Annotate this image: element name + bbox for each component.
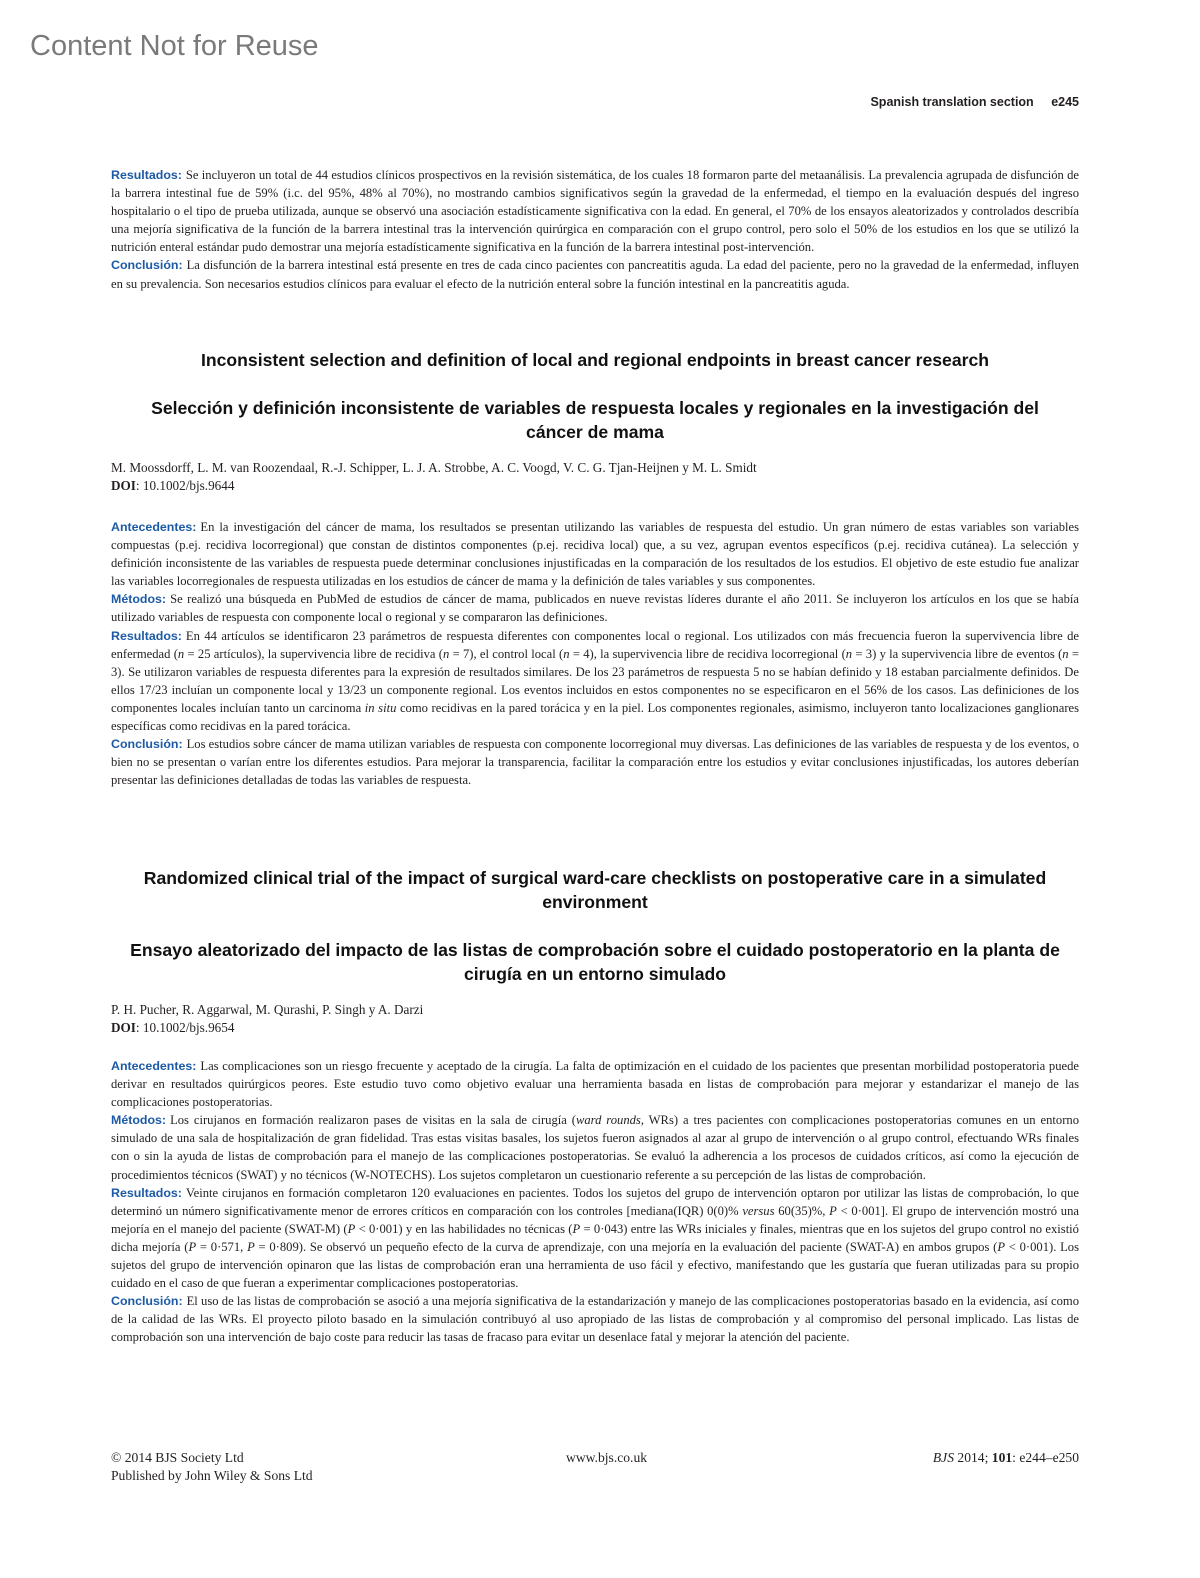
doi-value: : 10.1002/bjs.9654 [135,1020,235,1035]
authors: M. Moossdorff, L. M. van Roozendaal, R.-J. Schipper, L. J. A. Strobbe, A. C. Voogd, V. C. G. Tjan-Heijnen y M. L. Smidt [111,460,757,475]
doi-label: DOI [111,478,136,493]
n-symbol: n [563,646,570,661]
resultados-text: = 7), el control local ( [449,646,564,661]
resultados-text: = 25 artículos), la supervivencia libre de recidiva ( [184,646,443,661]
metodos-text: , WRs) a tres pacientes con complicaciones postoperatorias comunes en un entorno simulado de una sala de hospitalización de gran fidelidad. Tras estas visitas basales, los sujetos fueron asignados al azar al grupo de intervención o al grupo control, efectuando WRs finales con o sin la ayuda de listas de comprobación para el manejo de las complicaciones postoperatorias. Se evaluó la adherencia a los procesos de cuidados críticos, así como la ejecución de procedimientos técnicos (SWAT) y no técnicos (W-NOTECHS). Los sujetos completaron un cuestionario referente a su percepción de las listas de comprobación. [111,1113,1079,1182]
ward-rounds-term: ward rounds [575,1113,641,1128]
doi-value: : 10.1002/bjs.9644 [135,478,235,493]
citation [933,1449,1079,1467]
resultados-paragraph [111,627,1079,736]
abstract [111,518,1079,789]
running-header [870,95,1079,109]
conclusion-paragraph [111,735,1079,789]
resultados-text: = 0·043) entre las WRs iniciales y finales, mientras que en los sujetos del grupo control no existió dicha mejoría ( [111,1221,1079,1254]
footer-left [111,1449,313,1485]
conclusion-text: Los estudios sobre cáncer de mama utilizan variables de respuesta con componente locorregional muy diversas. Las definiciones de las variables de respuesta y de los eventos, o bien no se presentan o varían entre los diferentes estudios. Para mejorar la transparencia, facilitar la comparación entre los estudios y evitar conclusiones injustificadas, los autores deberían presentar las definiciones detalladas de todas las variables de respuesta. [111,737,1079,788]
publisher: Published by John Wiley & Sons Ltd [111,1468,313,1483]
n-symbol: n [177,646,185,661]
resultados-paragraph [111,166,1079,256]
resultados-text: 60(35)%, [774,1203,830,1218]
conclusion-label: Conclusión: [111,1294,183,1309]
antecedentes-text: Las complicaciones son un riesgo frecuente y aceptado de la cirugía. La falta de optimización en el cuidado de los pacientes que presentan morbilidad postoperatoria puede derivar en resultados quirúrgicos peores. Este estudio tuvo como objetivo evaluar una herramienta basada en listas de comprobación para mejorar y estandarizar el manejo de las complicaciones postoperatorias. [111,1059,1079,1110]
year: 2014; [954,1450,992,1465]
p-symbol: P [247,1239,255,1254]
p-symbol: P [829,1203,837,1218]
watermark: Content Not for Reuse [30,30,319,62]
resultados-text: = 3). Se utilizaron variables de respuesta diferentes para la expresión de resultados similares. De los 23 parámetros de respuesta 5 no se habían definido y 18 estaban parcialmente definidos. De ellos 17/23 incluían un componente local y 13/23 un componente regional. Los eventos incluidos en estos componentes no se especificaron en el 56% de los casos. Las definiciones de los componentes locales incluían tanto un carcinoma [111,646,1079,715]
article-1 [111,348,1079,789]
metodos-text: Los cirujanos en formación realizaron pases de visitas en la sala de cirugía ( [170,1113,576,1128]
resultados-text: Veinte cirujanos en formación completaron 120 evaluaciones en pacientes. Todos los sujetos del grupo de intervención optaron por utilizar las listas de comprobación, lo que determinó un número significativamente menor de errores críticos en comparación con los controles [mediana(IQR) 0(0)% [111,1185,1079,1218]
p-symbol: P [997,1239,1006,1254]
resultados-text: < 0·001). Los sujetos del grupo de intervención opinaron que las listas de comprobación eran una herramienta de uso fácil y efectivo, manifestando que les gustaría que fueran utilizadas para su propio cuidado en el caso de que fueran a experimentar complicaciones postoperatorias. [111,1239,1079,1291]
metodos-paragraph [111,590,1079,626]
metodos-text: Se realizó una búsqueda en PubMed de estudios de cáncer de mama, publicados en nueve revistas líderes durante el año 2011. Se incluyeron los artículos en los que se había utilizado variables de respuesta con componente local o regional y se compararon las definiciones. [111,592,1079,625]
page-number: e245 [1051,95,1079,109]
pages: : e244–e250 [1012,1450,1079,1465]
resultados-text: = 4), la supervivencia libre de recidiva locorregional ( [569,646,846,661]
article-title-spanish: Ensayo aleatorizado del impacto de las listas de comprobación sobre el cuidado postoperatorio en la planta de cirugía en un entorno simulado [130,940,1060,984]
metodos-label: Métodos: [111,592,167,607]
journal-name: BJS [932,1450,955,1465]
conclusion-label: Conclusión: [111,737,183,752]
antecedentes-paragraph [111,1057,1079,1111]
n-symbol: n [845,646,853,661]
antecedentes-paragraph [111,518,1079,590]
p-symbol: P [188,1239,197,1254]
n-symbol: n [443,646,450,661]
metodos-paragraph [111,1111,1079,1183]
authors: P. H. Pucher, R. Aggarwal, M. Qurashi, P. Singh y A. Darzi [111,1002,424,1017]
copyright: © 2014 BJS Society Ltd [111,1450,244,1465]
conclusion-text: La disfunción de la barrera intestinal está presente en tres de cada cinco pacientes con pancreatitis aguda. La edad del paciente, pero no la gravedad de la enfermedad, influyen en su prevalencia. Son necesarios estudios clínicos para evaluar el efecto de la nutrición enteral sobre la función intestinal en la pancreatitis aguda. [111,258,1079,291]
doi [111,477,1079,495]
antecedentes-label: Antecedentes: [111,1059,197,1073]
article-title-english: Inconsistent selection and definition of local and regional endpoints in breast cancer research [201,350,989,370]
article-2 [111,866,1079,1347]
resultados-label: Resultados: [111,168,182,182]
versus-term: versus [742,1203,775,1218]
doi-label: DOI [111,1020,136,1035]
article-title-spanish: Selección y definición inconsistente de variables de respuesta locales y regionales en la investigación del cáncer de mama [151,398,1039,442]
p-symbol: P [572,1221,581,1236]
volume: 101 [991,1450,1013,1465]
doi [111,1019,1079,1037]
resultados-text: = 3) y la supervivencia libre de eventos ( [852,646,1063,661]
resultados-text: Se incluyeron un total de 44 estudios clínicos prospectivos en la revisión sistemática, de los cuales 18 formaron parte del metaanálisis. La prevalencia agrupada de disfunción de la barrera intestinal fue de 59% (i.c. del 95%, 48% al 70%), no mostrando cambios significativos según la gravedad de la enfermedad, el tiempo en la evaluación después del ingreso hospitalario o el tipo de prueba utilizada, aunque se observó una asociación estadísticamente significativa con la edad. En general, el 70% de los ensayos aleatorizados y controlados describía una mejoría significativa de la función de la barrera intestinal tras la intervención quirúrgica en comparación con el grupo control, pero solo el 50% de los estudios en los que se utilizó la nutrición enteral estándar pudo demostrar una mejoría estadísticamente significativa en la función de la barrera intestinal post-intervención. [111,168,1079,255]
antecedentes-label: Antecedentes: [111,520,197,534]
resultados-text: = 0·809). Se observó un pequeño efecto de la curva de aprendizaje, con una mejoría en la evaluación del paciente (SWAT-A) en ambos grupos ( [254,1239,998,1254]
in-situ-term: in situ [364,700,397,715]
resultados-label: Resultados: [111,628,182,643]
resultados-text: En 44 artículos se identificaron 23 parámetros de respuesta diferentes con componentes local o regional. Los utilizados con más frecuencia fueron la supervivencia libre de enfermedad ( [111,628,1079,661]
article-0-continuation [111,166,1079,293]
resultados-text: < 0·001]. El grupo de intervención mostró una mejoría en el manejo del paciente (SWAT-M) ( [111,1203,1079,1236]
article-title-english: Randomized clinical trial of the impact of surgical ward-care checklists on postoperative care in a simulated environment [143,868,1047,912]
section-name: Spanish translation section [870,95,1034,109]
conclusion-paragraph [111,256,1079,292]
antecedentes-text: En la investigación del cáncer de mama, los resultados se presentan utilizando las variables de respuesta del estudio. Un gran número de estas variables son variables compuestas (p.ej. recidiva locorregional) que constan de distintos componentes (p.ej. recidiva local) que, a su vez, agrupan eventos específicos (p.ej. recidiva cutánea). La selección y definición inconsistente de las variables de respuesta puede determinar conclusiones injustificadas en la comparación de los resultados de los estudios. El objetivo de este estudio fue analizar las variables locorregionales de respuesta utilizadas en los estudios de cáncer de mama y la definición de tales variables y sus componentes. [111,520,1079,589]
conclusion-label: Conclusión: [111,258,183,273]
abstract [111,1057,1079,1347]
conclusion-text: El uso de las listas de comprobación se asoció a una mejoría significativa de la estandarización y manejo de las complicaciones postoperatorias basado en la evidencia, así como de la calidad de las WRs. El proyecto piloto basado en la simulación contribuyó al uso apropiado de las listas de comprobación y al compromiso del personal implicado. Las listas de comprobación son una intervención de bajo coste para reducir las tasas de fracaso para evitar un desenlace fatal y mejorar la atención del paciente. [111,1294,1079,1345]
conclusion-paragraph [111,1292,1079,1346]
resultados-text: como recidivas en la pared torácica y en la piel. Los componentes regionales, asimismo, incluyeron tanto localizaciones ganglionares específicas como recidivas en la pared torácica. [111,700,1080,734]
resultados-paragraph [111,1184,1079,1293]
resultados-text: < 0·001) y en las habilidades no técnicas ( [355,1221,573,1236]
n-symbol: n [1062,646,1069,661]
resultados-text: = 0·571, [196,1239,248,1254]
p-symbol: P [347,1221,356,1236]
metodos-label: Métodos: [111,1113,167,1128]
journal-url[interactable]: www.bjs.co.uk [566,1450,648,1465]
resultados-label: Resultados: [111,1185,182,1200]
